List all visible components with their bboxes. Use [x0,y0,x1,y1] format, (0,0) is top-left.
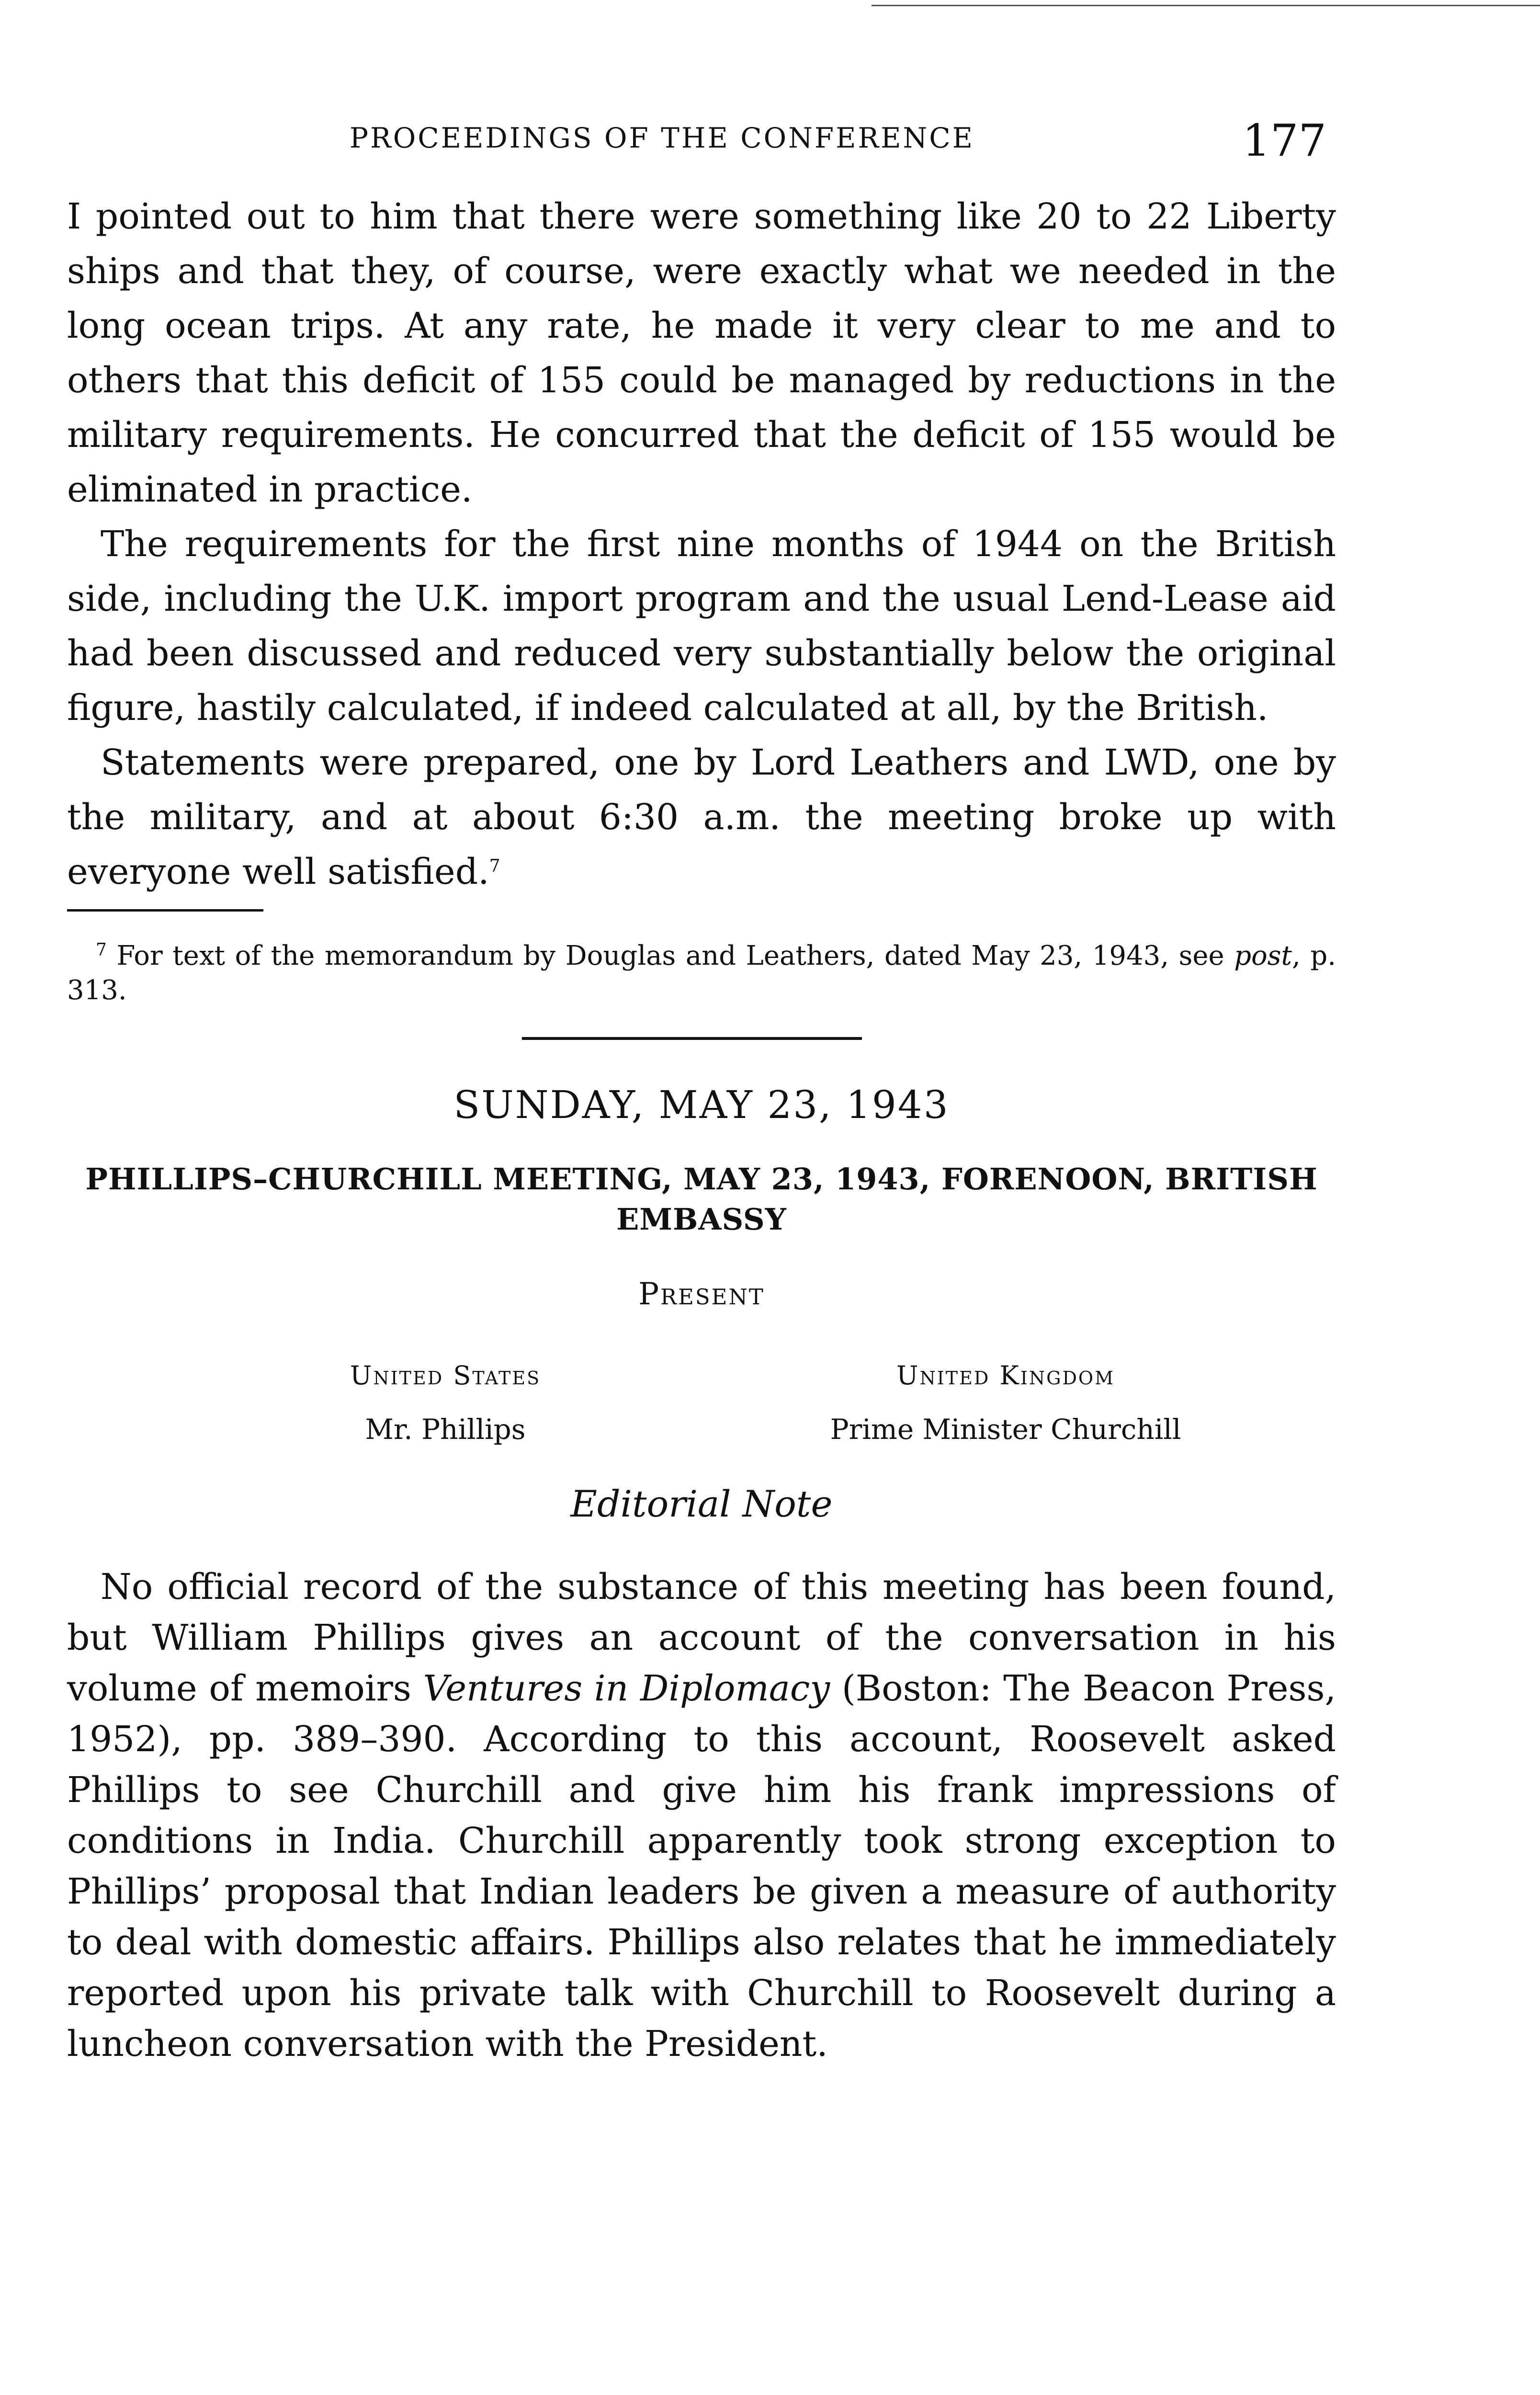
book-title: Ventures in Diplomacy [423,1668,830,1709]
paragraph-statements-text: Statements were prepared, one by Lord Leathers and LWD, one by the military, and at about 6:30 a.m. the meeting broke up with everyone well satisfied. [67,742,1336,892]
footnote-reference[interactable]: 7 [489,856,500,876]
meeting-heading: PHILLIPS–CHURCHILL MEETING, MAY 23, 1943, FORENOON, BRITISH EMBASSY [85,1162,1318,1237]
footnote-italic: post [1234,940,1292,971]
main-text [67,189,1336,899]
editorial-note-heading: Editorial Note [570,1483,833,1525]
us-attendee: Mr. Phillips [365,1413,526,1446]
uk-attendee: Prime Minister Churchill [830,1413,1181,1446]
page-number: 177 [1242,115,1326,166]
united-states-heading: United States [350,1360,541,1391]
footnote [67,939,1336,1008]
footnote-divider [67,909,263,912]
running-header [67,115,1336,168]
section-divider [522,1037,862,1040]
editorial-paragraph [67,1562,1336,2069]
date-heading: SUNDAY, MAY 23, 1943 [453,1083,950,1127]
paragraph-liberty-ships: I pointed out to him that there were something like 20 to 22 Liberty ships and that they, of course, were exactly what we needed in the long ocean trips. At any rate, he made it very clear to me and to others that this deficit of 155 could be managed by reductions in the military requirements. He concurred that the deficit of 155 would be eliminated in practice. [67,196,1336,510]
editorial-note [67,1562,1336,2069]
running-title: PROCEEDINGS OF THE CONFERENCE [350,122,974,154]
footnote-text-after: , p. 313. [67,940,1336,1006]
footnote-text-before: For text of the memorandum by Douglas and Leathers, dated May 23, 1943, see [116,940,1234,971]
editorial-text-1: No official record of the substance of this meeting has been found, but William Phillips gives an account of the conversation in his volume of memoirs [67,1566,1336,1709]
editorial-text-2: (Boston: The Beacon Press, 1952), pp. 389–390. According to this account, Roosevelt asked Phillips to see Churchill and give him his frank impressions of conditions in India. Churchill apparently took strong exception to Phillips’ proposal that Indian leaders be given a measure of authority to deal with domestic affairs. Phillips also relates that he immediately reported upon his private talk with Churchill to Roosevelt during a luncheon conversation with the President. [67,1668,1336,2064]
paragraph-statements [67,735,1336,899]
present-heading: Present [638,1277,765,1312]
top-edge-rule [872,5,1540,6]
united-kingdom-heading: United Kingdom [896,1360,1115,1391]
paragraph-requirements: The requirements for the first nine months of 1944 on the British side, including the U.K. import program and the usual Lend-Lease aid had been discussed and reduced very substantially below the original figure, hastily calculated, if indeed calculated at all, by the British. [67,524,1336,729]
footnote-marker: 7 [96,940,107,960]
